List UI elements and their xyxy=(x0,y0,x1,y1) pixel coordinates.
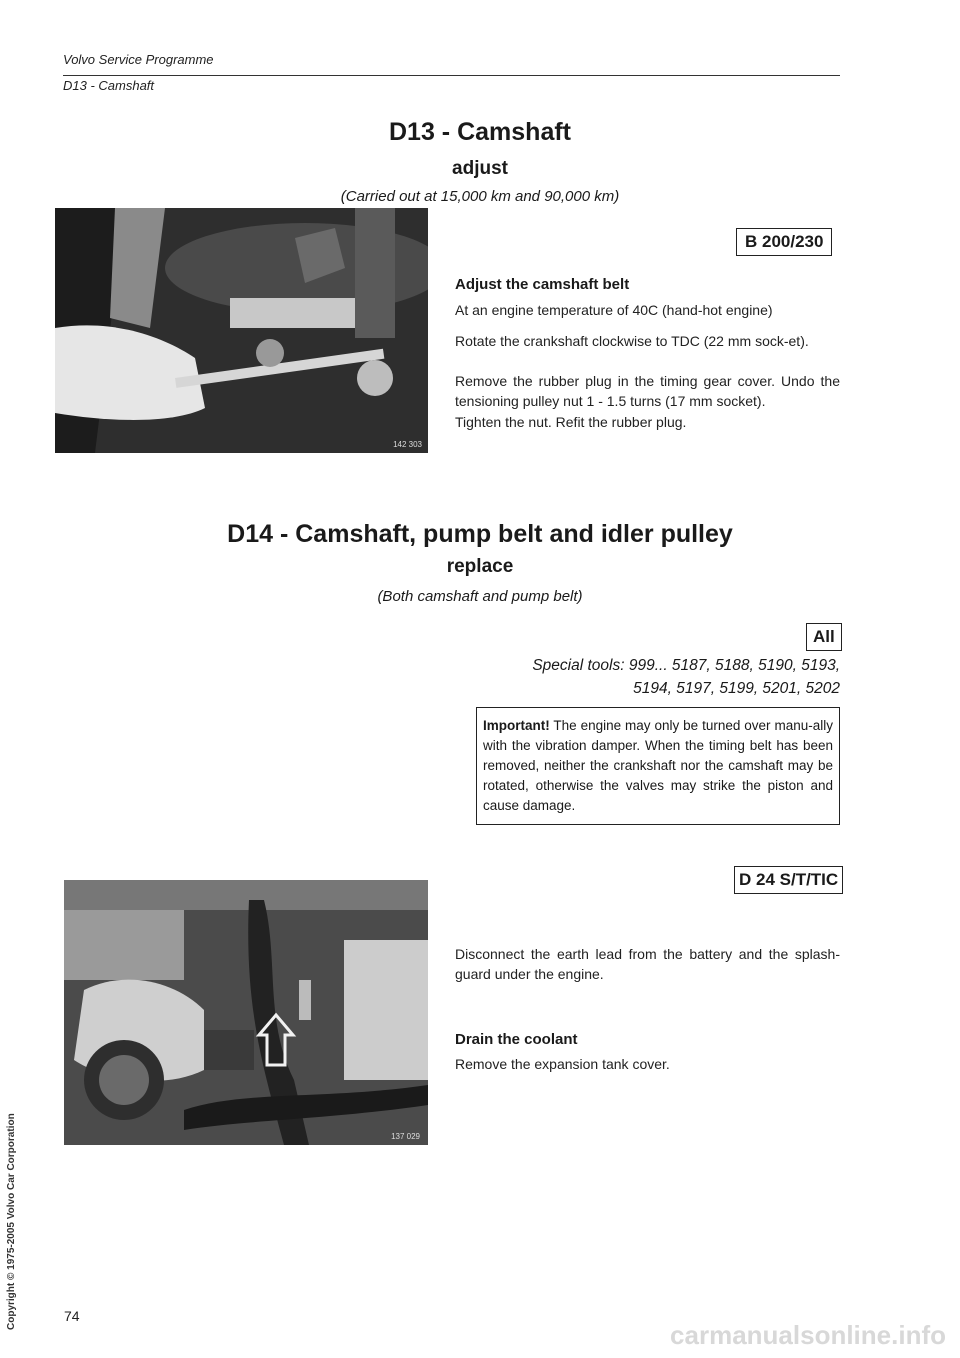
watermark: carmanualsonline.info xyxy=(670,1320,946,1350)
d14-subtitle: replace xyxy=(446,556,514,577)
d14-note: (Both camshaft and pump belt) xyxy=(377,588,583,605)
important-notice-box xyxy=(476,707,840,825)
d13-note: (Carried out at 15,000 km and 90,000 km) xyxy=(340,188,620,205)
model-tag-b200-230: B 200/230 xyxy=(736,228,832,256)
special-tools-line-1: Special tools: 999... 5187, 5188, 5190, 5193, xyxy=(532,657,840,674)
important-text: The engine may only be turned over manu-ally with the vibration damper. When the timing belt has been removed, neither the crankshaft nor the camshaft may be rotated, otherwise the valves may strike the piston and cause damage. xyxy=(483,718,833,813)
d14-heading: Drain the coolant xyxy=(455,1031,578,1048)
page-number: 74 xyxy=(64,1308,80,1324)
important-label: Important! xyxy=(483,718,550,733)
engine-bay-photo xyxy=(64,880,428,1145)
d14-para-2: Remove the expansion tank cover. xyxy=(455,1056,670,1072)
d14-title: D14 - Camshaft, pump belt and idler pulley xyxy=(227,520,733,548)
d13-para-4: Tighten the nut. Refit the rubber plug. xyxy=(455,414,687,430)
special-tools-line-2: 5194, 5197, 5199, 5201, 5202 xyxy=(633,680,840,697)
d13-subtitle: adjust xyxy=(452,158,508,179)
copyright-text: Copyright © 1975-2005 Volvo Car Corporation xyxy=(6,1113,17,1330)
model-tag-all: All xyxy=(806,623,842,651)
d13-para-3: Remove the rubber plug in the timing gear cover. Undo the tensioning pulley nut 1 - 1.5 turns (17 mm socket). xyxy=(455,373,840,409)
copyright-sidebar xyxy=(6,1113,20,1330)
d13-heading: Adjust the camshaft belt xyxy=(455,276,630,293)
d13-title: D13 - Camshaft xyxy=(389,118,571,146)
engine-bay-illustration xyxy=(64,880,428,1145)
model-tag-d24: D 24 S/T/TIC xyxy=(734,866,843,894)
photo-number-label: 142 303 xyxy=(393,440,422,449)
section-header: D13 - Camshaft xyxy=(63,78,155,93)
header-rule xyxy=(63,75,840,76)
d13-para-2: Rotate the crankshaft clockwise to TDC (22 mm sock-et). xyxy=(455,333,809,349)
d14-para-1: Disconnect the earth lead from the battery and the splash-guard under the engine. xyxy=(455,946,840,982)
engine-photo-illustration xyxy=(55,208,428,453)
running-header: Volvo Service Programme xyxy=(63,52,214,67)
d13-para-1: At an engine temperature of 40C (hand-hot engine) xyxy=(455,302,773,318)
photo-number-label: 137 029 xyxy=(391,1132,420,1141)
camshaft-photo xyxy=(55,208,428,453)
